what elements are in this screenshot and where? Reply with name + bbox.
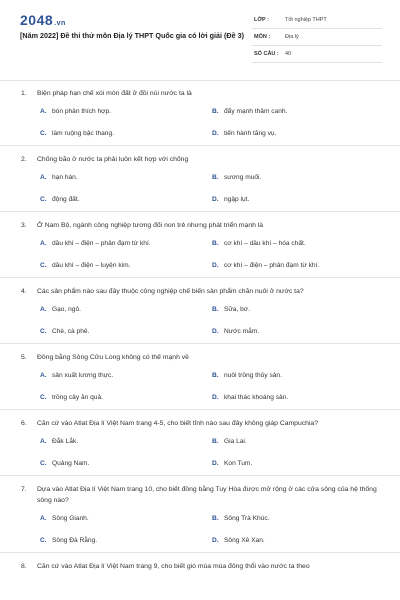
answer-option[interactable] bbox=[212, 431, 384, 453]
answer-option[interactable] bbox=[40, 431, 212, 453]
meta-row-count bbox=[252, 47, 382, 63]
answer-option[interactable] bbox=[40, 233, 212, 255]
logo-main: 2048 bbox=[20, 12, 54, 28]
option-text: nuôi trồng thủy sản. bbox=[224, 372, 282, 379]
option-text: bón phân thích hợp. bbox=[52, 108, 111, 115]
question-text bbox=[0, 88, 400, 99]
option-text: khai thác khoáng sản. bbox=[224, 394, 289, 401]
meta-key: SỐ CÂU : bbox=[254, 51, 279, 57]
question-text bbox=[0, 220, 400, 231]
option-letter: C. bbox=[40, 130, 47, 137]
option-text: Sông Xê Xan. bbox=[224, 537, 265, 544]
option-letter: A. bbox=[40, 515, 47, 522]
question-item bbox=[0, 410, 400, 476]
option-text: Gia Lai. bbox=[224, 438, 247, 445]
option-letter: A. bbox=[40, 306, 47, 313]
question-prompt: Chống bão ở nước ta phải luôn kết hợp với chống bbox=[37, 156, 189, 163]
answer-option[interactable] bbox=[212, 167, 384, 189]
answer-option[interactable] bbox=[40, 387, 212, 409]
option-text: cơ khí – điện – phân đạm từ khí. bbox=[224, 262, 320, 269]
option-letter: B. bbox=[212, 108, 219, 115]
site-logo[interactable] bbox=[20, 12, 66, 28]
option-text: Chè, cà phê. bbox=[52, 328, 90, 335]
answer-option[interactable] bbox=[40, 299, 212, 321]
option-text: Đắk Lắk. bbox=[52, 438, 79, 445]
option-text: Sông Gianh. bbox=[52, 515, 89, 522]
answer-option[interactable] bbox=[40, 189, 212, 211]
question-number: 2. bbox=[21, 156, 27, 163]
option-text: dầu khí – điện – luyện kim. bbox=[52, 262, 131, 269]
page-title: [Năm 2022] Đề thi thử môn Địa lý THPT Quốc gia có lời giải (Đề 3) bbox=[20, 31, 244, 40]
answer-option[interactable] bbox=[212, 101, 384, 123]
option-text: cơ khí – dầu khí – hóa chất. bbox=[224, 240, 306, 247]
option-letter: B. bbox=[212, 240, 219, 247]
answer-option[interactable] bbox=[40, 508, 212, 530]
question-prompt: Dựa vào Atlat Địa lí Việt Nam trang 10, cho biết đồng bằng Tuy Hòa được mở rộng ở các cửa sông của hệ thống sông nào? bbox=[37, 486, 377, 504]
meta-value: Địa lý bbox=[285, 34, 299, 40]
question-item bbox=[0, 476, 400, 553]
question-text bbox=[0, 484, 400, 506]
option-letter: D. bbox=[212, 262, 219, 269]
option-text: ngập lụt. bbox=[224, 196, 250, 203]
answer-option[interactable] bbox=[40, 321, 212, 343]
answer-option[interactable] bbox=[40, 101, 212, 123]
meta-row-class bbox=[252, 13, 382, 29]
answer-option[interactable] bbox=[212, 233, 384, 255]
option-text: Sông Trà Khúc. bbox=[224, 515, 270, 522]
answer-option[interactable] bbox=[40, 123, 212, 145]
answer-options bbox=[0, 363, 400, 409]
option-letter: D. bbox=[212, 328, 219, 335]
question-prompt: Căn cứ vào Atlat Địa lí Việt Nam trang 4-5, cho biết tỉnh nào sau đây không giáp Campuchia? bbox=[37, 420, 318, 427]
answer-option[interactable] bbox=[40, 255, 212, 277]
answer-option[interactable] bbox=[212, 508, 384, 530]
logo-suffix: .vn bbox=[54, 20, 66, 27]
question-text bbox=[0, 561, 400, 572]
answer-options bbox=[0, 429, 400, 475]
option-letter: A. bbox=[40, 438, 47, 445]
question-number: 7. bbox=[21, 486, 27, 493]
answer-options bbox=[0, 165, 400, 211]
answer-option[interactable] bbox=[212, 365, 384, 387]
question-number: 6. bbox=[21, 420, 27, 427]
exam-meta bbox=[252, 13, 382, 64]
option-letter: B. bbox=[212, 438, 219, 445]
question-list bbox=[0, 80, 400, 572]
answer-option[interactable] bbox=[212, 189, 384, 211]
meta-key: LỚP : bbox=[254, 17, 269, 23]
question-text bbox=[0, 286, 400, 297]
option-text: hạn hán. bbox=[52, 174, 78, 181]
question-prompt: Ở Nam Bộ, ngành công nghiệp tương đối non trẻ nhưng phát triển mạnh là bbox=[37, 222, 264, 229]
answer-options bbox=[0, 297, 400, 343]
answer-option[interactable] bbox=[212, 255, 384, 277]
meta-key: MÔN : bbox=[254, 34, 271, 40]
answer-options bbox=[0, 506, 400, 552]
question-prompt: Biện pháp hạn chế xói mòn đất ở đồi núi nước ta là bbox=[37, 90, 192, 97]
option-letter: C. bbox=[40, 328, 47, 335]
answer-option[interactable] bbox=[40, 530, 212, 552]
option-letter: D. bbox=[212, 460, 219, 467]
option-letter: B. bbox=[212, 306, 219, 313]
option-letter: D. bbox=[212, 130, 219, 137]
option-text: Quảng Nam. bbox=[52, 460, 90, 467]
question-item bbox=[0, 278, 400, 344]
question-number: 8. bbox=[21, 563, 27, 570]
option-text: Sữa, bơ. bbox=[224, 306, 250, 313]
meta-value: 40 bbox=[285, 51, 292, 57]
option-letter: C. bbox=[40, 394, 47, 401]
option-letter: B. bbox=[212, 174, 219, 181]
question-item bbox=[0, 344, 400, 410]
answer-options bbox=[0, 99, 400, 145]
question-item bbox=[0, 80, 400, 146]
question-text bbox=[0, 418, 400, 429]
option-text: Nước mắm. bbox=[224, 328, 260, 335]
answer-option[interactable] bbox=[212, 453, 384, 475]
answer-option[interactable] bbox=[40, 167, 212, 189]
option-letter: D. bbox=[212, 196, 219, 203]
option-text: động đất. bbox=[52, 196, 80, 203]
question-prompt: Các sản phẩm nào sau đây thuộc công nghiệp chế biến sản phẩm chăn nuôi ở nước ta? bbox=[37, 288, 304, 295]
question-number: 3. bbox=[21, 222, 27, 229]
meta-row-subject bbox=[252, 30, 382, 46]
option-letter: C. bbox=[40, 262, 47, 269]
option-letter: C. bbox=[40, 460, 47, 467]
option-text: trồng cây ăn quả. bbox=[52, 394, 103, 401]
page-header bbox=[0, 0, 400, 78]
option-text: Kon Tum. bbox=[224, 460, 253, 467]
question-number: 1. bbox=[21, 90, 27, 97]
option-letter: D. bbox=[212, 537, 219, 544]
answer-option[interactable] bbox=[212, 387, 384, 409]
option-letter: A. bbox=[40, 372, 47, 379]
question-prompt: Đồng bằng Sông Cửu Long không có thế mạnh về bbox=[37, 354, 189, 361]
option-letter: A. bbox=[40, 108, 47, 115]
option-text: Gạo, ngô. bbox=[52, 306, 81, 313]
question-number: 4. bbox=[21, 288, 27, 295]
option-text: Sông Đà Rằng. bbox=[52, 537, 98, 544]
option-letter: C. bbox=[40, 537, 47, 544]
option-letter: A. bbox=[40, 174, 47, 181]
answer-option[interactable] bbox=[40, 453, 212, 475]
answer-option[interactable] bbox=[212, 299, 384, 321]
option-letter: C. bbox=[40, 196, 47, 203]
option-letter: B. bbox=[212, 515, 219, 522]
answer-options bbox=[0, 231, 400, 277]
answer-option[interactable] bbox=[212, 123, 384, 145]
option-letter: D. bbox=[212, 394, 219, 401]
meta-value: Tốt nghiệp THPT bbox=[285, 17, 327, 23]
option-text: dầu khí – điện – phân đạm từ khí. bbox=[52, 240, 151, 247]
question-prompt: Căn cứ vào Atlat Địa lí Việt Nam trang 9, cho biết gió mùa mùa đông thổi vào nước ta theo bbox=[37, 563, 310, 570]
question-item bbox=[0, 553, 400, 572]
answer-option[interactable] bbox=[40, 365, 212, 387]
option-letter: B. bbox=[212, 372, 219, 379]
option-text: làm ruộng bậc thang. bbox=[52, 130, 114, 137]
question-item bbox=[0, 146, 400, 212]
option-letter: A. bbox=[40, 240, 47, 247]
option-text: đẩy mạnh thâm canh. bbox=[224, 108, 288, 115]
answer-option[interactable] bbox=[212, 530, 384, 552]
answer-option[interactable] bbox=[212, 321, 384, 343]
option-text: sương muối. bbox=[224, 174, 262, 181]
option-text: sản xuất lương thực. bbox=[52, 372, 114, 379]
question-text bbox=[0, 352, 400, 363]
question-item bbox=[0, 212, 400, 278]
question-text bbox=[0, 154, 400, 165]
option-text: tiến hành tăng vụ. bbox=[224, 130, 277, 137]
question-number: 5. bbox=[21, 354, 27, 361]
